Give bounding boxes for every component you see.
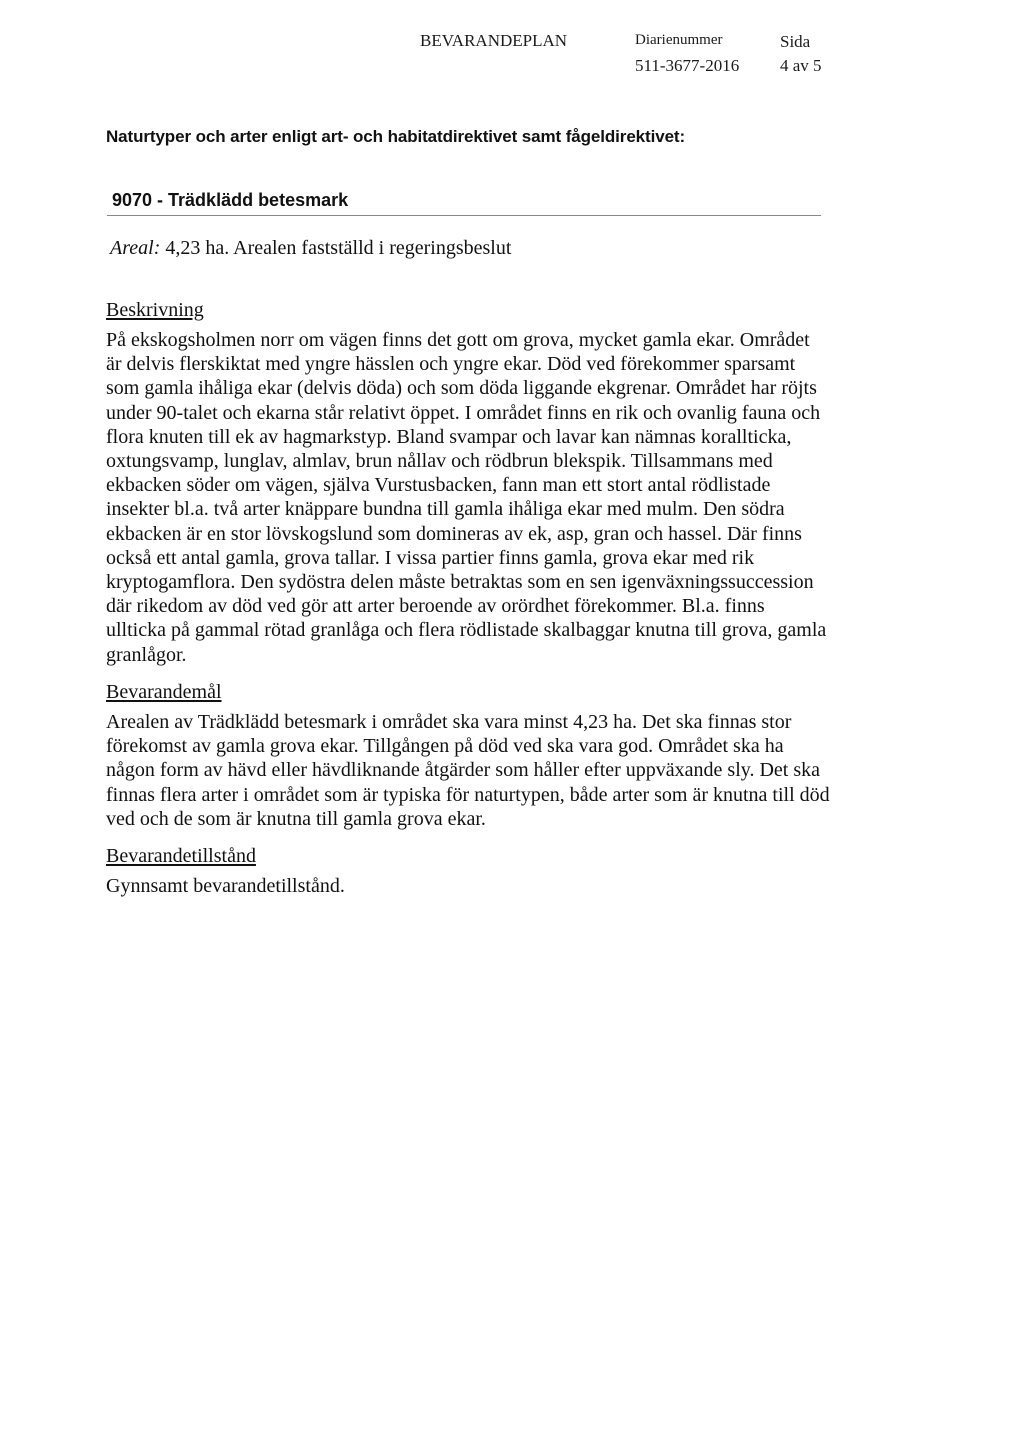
text-line: granlågor. <box>106 643 187 666</box>
text-line: finnas flera arter i området som är typiska för naturtypen, både arter som är knutna till död <box>106 783 830 806</box>
areal-line <box>110 237 511 260</box>
bevarandemal-text <box>106 710 866 831</box>
text-line: Arealen av Trädklädd betesmark i området ska vara minst 4,23 ha. Det ska finnas stor <box>106 711 792 733</box>
text-line: På ekskogsholmen norr om vägen finns det gott om grova, mycket gamla ekar. Området <box>106 329 810 351</box>
diarienummer-label: Diarienummer <box>635 32 723 48</box>
diarienummer-value: 511-3677-2016 <box>635 56 740 75</box>
beskrivning-text <box>106 328 866 667</box>
section-heading: Naturtyper och arter enligt art- och habitatdirektivet samt fågeldirektivet: <box>106 127 686 146</box>
text-line: under 90-talet och ekarna står relativt öppet. I området finns en rik och ovanlig fauna och <box>106 401 821 424</box>
habitat-divider <box>107 215 821 216</box>
text-line: ullticka på gammal rötad granlåga och flera rödlistade skalbaggar knutna till grova, gamla <box>106 619 827 642</box>
text-line: kryptogamflora. Den sydöstra delen måste betraktas som en sen igenväxningssuccession <box>106 571 814 594</box>
text-line: flora knuten till ek av hagmarkstyp. Bland svampar och lavar kan nämnas korallticka, <box>106 425 792 448</box>
bevarandetillstand-text <box>106 874 866 898</box>
text-line: där rikedom av död ved gör att arter beroende av orördhet förekommer. Bl.a. finns <box>106 595 765 618</box>
bevarandemal-heading: Bevarandemål <box>106 681 222 703</box>
areal-value: 4,23 ha. Arealen fastställd i regeringsbeslut <box>160 237 512 259</box>
bevarandetillstand-heading: Bevarandetillstånd <box>106 845 256 867</box>
text-line: förekomst av gamla grova ekar. Tillgången på död ved ska vara god. Området ska ha <box>106 735 784 758</box>
text-line: insekter bl.a. två arter knäppare bundna till gamla ihåliga ekar med mulm. Den södra <box>106 498 785 521</box>
text-line: någon form av hävd eller hävdliknande åtgärder som håller efter uppväxande sly. Det ska <box>106 759 820 782</box>
text-line: ved och de som är knutna till gamla grova ekar. <box>106 807 486 830</box>
text-line: också ett antal gamla, grova tallar. I vissa partier finns gamla, grova ekar med rik <box>106 546 755 569</box>
text-line: Gynnsamt bevarandetillstånd. <box>106 875 345 897</box>
text-line: som gamla ihåliga ekar (delvis döda) och som döda liggande ekgrenar. Området har röjts <box>106 377 817 400</box>
beskrivning-heading: Beskrivning <box>106 299 204 321</box>
text-line: är delvis flerskiktat med yngre hässlen och yngre ekar. Död ved förekommer sparsamt <box>106 353 796 376</box>
areal-label: Areal: <box>110 237 161 259</box>
page-label: Sida <box>780 32 811 51</box>
text-line: ekbacken söder om vägen, själva Vurstusbacken, fann man ett stort antal rödlistade <box>106 474 771 497</box>
page-number: 4 av 5 <box>780 56 822 75</box>
text-line: ekbacken är en stor lövskogslund som domineras av ek, asp, gran och hassel. Där finns <box>106 522 802 545</box>
document-type-label: BEVARANDEPLAN <box>420 31 568 50</box>
habitat-title: 9070 - Trädklädd betesmark <box>112 190 349 210</box>
text-line: oxtungsvamp, lunglav, almlav, brun nållav och rödbrun blekspik. Tillsammans med <box>106 450 773 473</box>
